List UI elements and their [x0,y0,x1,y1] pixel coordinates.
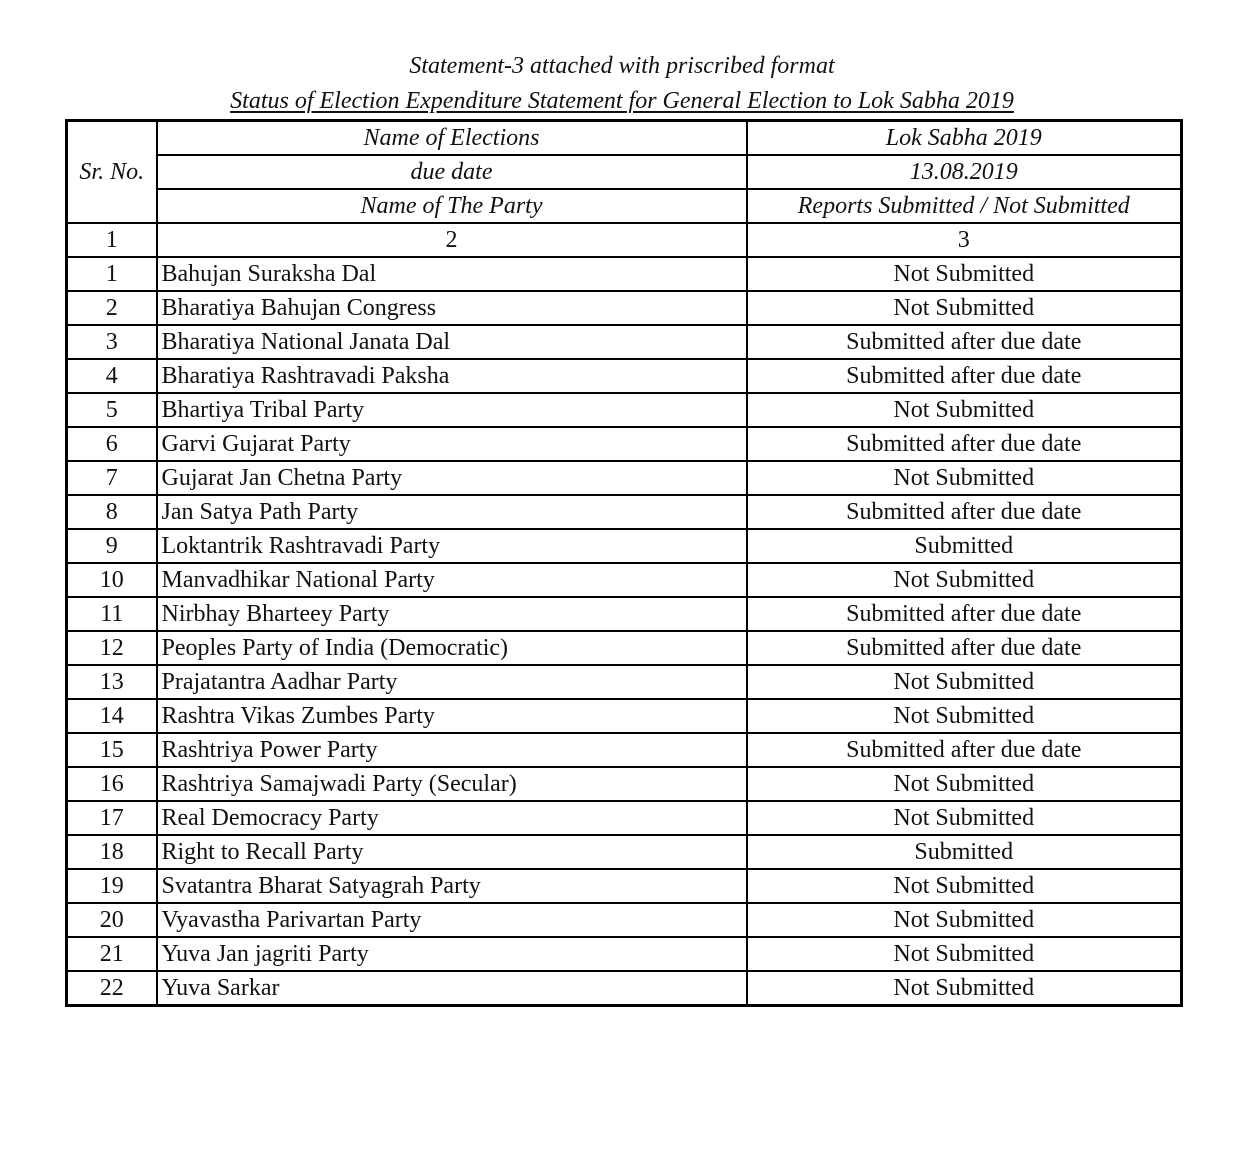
party-name-cell: Real Democracy Party [157,801,747,835]
table-row [67,733,1182,767]
party-name-cell: Rashtriya Samajwadi Party (Secular) [157,767,747,801]
sr-no-cell: 3 [67,325,157,359]
status-cell: Not Submitted [747,699,1182,733]
table-row [67,563,1182,597]
party-name-cell: Garvi Gujarat Party [157,427,747,461]
status-cell: Submitted after due date [747,733,1182,767]
party-name-cell: Nirbhay Bharteey Party [157,597,747,631]
table-row [67,903,1182,937]
sr-no-cell: 4 [67,359,157,393]
party-name-cell: Bhartiya Tribal Party [157,393,747,427]
sr-no-cell: 2 [67,291,157,325]
party-name-cell: Jan Satya Path Party [157,495,747,529]
party-status-table [65,119,1183,1007]
sr-no-cell: 9 [67,529,157,563]
status-cell: Submitted after due date [747,427,1182,461]
sr-no-cell: 15 [67,733,157,767]
party-name-cell: Peoples Party of India (Democratic) [157,631,747,665]
party-name-cell: Svatantra Bharat Satyagrah Party [157,869,747,903]
sr-no-cell: 10 [67,563,157,597]
table-row [67,937,1182,971]
status-cell: Not Submitted [747,903,1182,937]
status-cell: Not Submitted [747,937,1182,971]
table-row [67,359,1182,393]
sr-no-cell: 7 [67,461,157,495]
table-row [67,801,1182,835]
party-name-cell: Yuva Sarkar [157,971,747,1006]
document-title: Statement-3 attached with priscribed format [409,53,835,79]
sr-no-cell: 11 [67,597,157,631]
party-name-cell: Rashtra Vikas Zumbes Party [157,699,747,733]
table-row [67,835,1182,869]
table-row [67,869,1182,903]
status-cell: Not Submitted [747,257,1182,291]
sr-no-cell: 1 [67,257,157,291]
table-row [67,971,1182,1006]
due-date-label: due date [157,155,747,189]
party-name-cell: Bharatiya National Janata Dal [157,325,747,359]
status-cell: Not Submitted [747,971,1182,1006]
column-number-2: 2 [157,223,747,257]
table-row [67,767,1182,801]
status-cell: Submitted after due date [747,325,1182,359]
party-column-header: Name of The Party [157,189,747,223]
status-cell: Submitted after due date [747,597,1182,631]
column-number-1: 1 [67,223,157,257]
sr-no-cell: 6 [67,427,157,461]
party-name-cell: Right to Recall Party [157,835,747,869]
sr-no-header: Sr. No. [67,121,157,224]
sr-no-cell: 16 [67,767,157,801]
sr-no-cell: 21 [67,937,157,971]
status-cell: Not Submitted [747,801,1182,835]
status-cell: Submitted after due date [747,631,1182,665]
sr-no-cell: 18 [67,835,157,869]
party-name-cell: Yuva Jan jagriti Party [157,937,747,971]
table-row [67,699,1182,733]
table-row [67,529,1182,563]
due-date-value: 13.08.2019 [747,155,1182,189]
table-row [67,597,1182,631]
status-cell: Not Submitted [747,869,1182,903]
table-row [67,393,1182,427]
status-cell: Not Submitted [747,767,1182,801]
sr-no-cell: 12 [67,631,157,665]
status-cell: Submitted after due date [747,359,1182,393]
party-name-cell: Bahujan Suraksha Dal [157,257,747,291]
table-row [67,495,1182,529]
table-row [67,631,1182,665]
sr-no-cell: 13 [67,665,157,699]
name-of-elections-value: Lok Sabha 2019 [747,121,1182,156]
party-name-cell: Loktantrik Rashtravadi Party [157,529,747,563]
status-cell: Not Submitted [747,291,1182,325]
header-row-due-date [67,155,1182,189]
sr-no-cell: 22 [67,971,157,1006]
sr-no-cell: 19 [67,869,157,903]
sr-no-cell: 17 [67,801,157,835]
party-name-cell: Gujarat Jan Chetna Party [157,461,747,495]
table-row [67,325,1182,359]
status-cell: Not Submitted [747,563,1182,597]
party-name-cell: Rashtriya Power Party [157,733,747,767]
status-cell: Not Submitted [747,665,1182,699]
status-cell: Not Submitted [747,461,1182,495]
sr-no-cell: 8 [67,495,157,529]
name-of-elections-label: Name of Elections [157,121,747,156]
status-cell: Submitted [747,529,1182,563]
column-number-3: 3 [747,223,1182,257]
status-cell: Not Submitted [747,393,1182,427]
table-row [67,427,1182,461]
status-cell: Submitted after due date [747,495,1182,529]
sr-no-cell: 14 [67,699,157,733]
document-subtitle-text: Status of Election Expenditure Statement for General Election to Lok Sabha 2019 [230,88,1014,114]
table-row [67,291,1182,325]
status-column-header: Reports Submitted / Not Submitted [747,189,1182,223]
party-name-cell: Prajatantra Aadhar Party [157,665,747,699]
party-name-cell: Bharatiya Rashtravadi Paksha [157,359,747,393]
table-row [67,461,1182,495]
document-subtitle [0,85,1236,117]
header-row-elections [67,121,1182,156]
party-name-cell: Vyavastha Parivartan Party [157,903,747,937]
header-row-columns [67,189,1182,223]
column-number-row [67,223,1182,257]
sr-no-cell: 5 [67,393,157,427]
sr-no-cell: 20 [67,903,157,937]
table-row [67,257,1182,291]
party-name-cell: Manvadhikar National Party [157,563,747,597]
status-cell: Submitted [747,835,1182,869]
table-row [67,665,1182,699]
party-name-cell: Bharatiya Bahujan Congress [157,291,747,325]
